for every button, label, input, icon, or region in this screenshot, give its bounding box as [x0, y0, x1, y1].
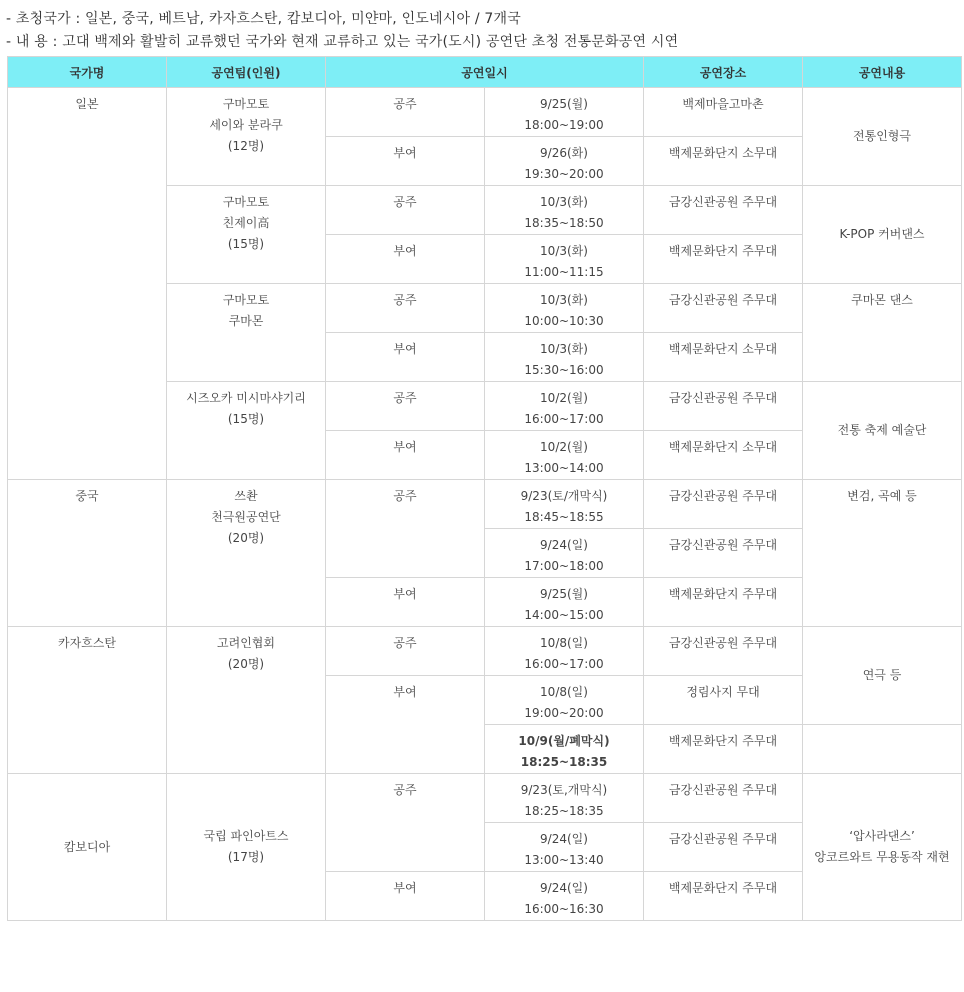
content-cell: 쿠마몬 댄스: [803, 284, 962, 382]
place-cell: 금강신관공원 주무대: [644, 627, 803, 676]
table-header-row: [8, 57, 962, 88]
team-cell: 고려인협회 (20명): [167, 627, 326, 774]
city-cell: 부여: [326, 431, 485, 480]
datetime-cell: 9/23(토,개막식) 18:25~18:35: [485, 774, 644, 823]
datetime-cell: 9/25(월) 14:00~15:00: [485, 578, 644, 627]
datetime-cell: 9/23(토/개막식) 18:45~18:55: [485, 480, 644, 529]
datetime-cell: 10/9(월/폐막식) 18:25~18:35: [485, 725, 644, 774]
team-cell: 구마모토 친제이高 (15명): [167, 186, 326, 284]
content-cell: K-POP 커버댄스: [803, 186, 962, 284]
performance-table: [7, 56, 962, 921]
country-cell: 캄보디아: [8, 774, 167, 921]
datetime-cell: 10/3(화) 18:35~18:50: [485, 186, 644, 235]
header-team: 공연팀(인원): [167, 57, 326, 88]
content-cell: 연극 등: [803, 627, 962, 725]
city-cell: 부여: [326, 235, 485, 284]
table-row: [8, 774, 962, 823]
city-cell: 부여: [326, 333, 485, 382]
intro-content: - 내 용 : 고대 백제와 활발히 교류했던 국가와 현재 교류하고 있는 국가(도시) 공연단 초청 전통문화공연 시연: [6, 34, 679, 50]
city-cell: 공주: [326, 627, 485, 676]
place-cell: 백제문화단지 주무대: [644, 872, 803, 921]
content-cell-empty: [803, 725, 962, 774]
team-cell: 구마모토 쿠마몬: [167, 284, 326, 382]
header-country: 국가명: [8, 57, 167, 88]
place-cell: 백제문화단지 주무대: [644, 725, 803, 774]
place-cell: 정림사지 무대: [644, 676, 803, 725]
datetime-cell: 9/26(화) 19:30~20:00: [485, 137, 644, 186]
datetime-cell: 10/2(월) 16:00~17:00: [485, 382, 644, 431]
table-row: [8, 480, 962, 529]
place-cell: 금강신관공원 주무대: [644, 186, 803, 235]
datetime-cell: 10/3(화) 11:00~11:15: [485, 235, 644, 284]
datetime-cell: 10/8(일) 16:00~17:00: [485, 627, 644, 676]
place-cell: 금강신관공원 주무대: [644, 284, 803, 333]
datetime-cell: 10/8(일) 19:00~20:00: [485, 676, 644, 725]
datetime-cell: 9/25(월) 18:00~19:00: [485, 88, 644, 137]
place-cell: 금강신관공원 주무대: [644, 529, 803, 578]
intro-countries: - 초청국가 : 일본, 중국, 베트남, 카자흐스탄, 캄보디아, 미얀마, 인도네시아 / 7개국: [6, 11, 521, 27]
header-datetime: 공연일시: [326, 57, 644, 88]
team-cell: 쓰촨 천극원공연단 (20명): [167, 480, 326, 627]
content-cell: ‘압사라댄스’ 앙코르와트 무용동작 재현: [803, 774, 962, 921]
place-cell: 백제마을고마촌: [644, 88, 803, 137]
place-cell: 금강신관공원 주무대: [644, 823, 803, 872]
datetime-cell: 9/24(일) 16:00~16:30: [485, 872, 644, 921]
team-cell: 국립 파인아트스 (17명): [167, 774, 326, 921]
place-cell: 금강신관공원 주무대: [644, 774, 803, 823]
city-cell: 부여: [326, 137, 485, 186]
country-cell: 카자흐스탄: [8, 627, 167, 774]
datetime-cell: 9/24(일) 17:00~18:00: [485, 529, 644, 578]
place-cell: 백제문화단지 소무대: [644, 137, 803, 186]
city-cell: 공주: [326, 774, 485, 872]
datetime-cell: 10/2(월) 13:00~14:00: [485, 431, 644, 480]
city-cell: 부여: [326, 872, 485, 921]
table-row: [8, 627, 962, 676]
datetime-cell: 10/3(화) 15:30~16:00: [485, 333, 644, 382]
datetime-cell: 9/24(일) 13:00~13:40: [485, 823, 644, 872]
team-cell: 시즈오카 미시마샤기리 (15명): [167, 382, 326, 480]
header-place: 공연장소: [644, 57, 803, 88]
header-content: 공연내용: [803, 57, 962, 88]
city-cell: 부여: [326, 676, 485, 774]
table-row: [8, 88, 962, 137]
place-cell: 백제문화단지 소무대: [644, 333, 803, 382]
country-cell: 일본: [8, 88, 167, 480]
place-cell: 금강신관공원 주무대: [644, 382, 803, 431]
city-cell: 공주: [326, 382, 485, 431]
place-cell: 금강신관공원 주무대: [644, 480, 803, 529]
city-cell: 공주: [326, 284, 485, 333]
place-cell: 백제문화단지 주무대: [644, 235, 803, 284]
city-cell: 공주: [326, 186, 485, 235]
place-cell: 백제문화단지 주무대: [644, 578, 803, 627]
city-cell: 공주: [326, 480, 485, 578]
intro: [6, 8, 678, 54]
city-cell: 부여: [326, 578, 485, 627]
content-cell: 전통인형극: [803, 88, 962, 186]
content-cell: 전통 축제 예술단: [803, 382, 962, 480]
datetime-cell: 10/3(화) 10:00~10:30: [485, 284, 644, 333]
team-cell: 구마모토 세이와 분라쿠 (12명): [167, 88, 326, 186]
country-cell: 중국: [8, 480, 167, 627]
content-cell: 변검, 곡예 등: [803, 480, 962, 627]
city-cell: 공주: [326, 88, 485, 137]
place-cell: 백제문화단지 소무대: [644, 431, 803, 480]
